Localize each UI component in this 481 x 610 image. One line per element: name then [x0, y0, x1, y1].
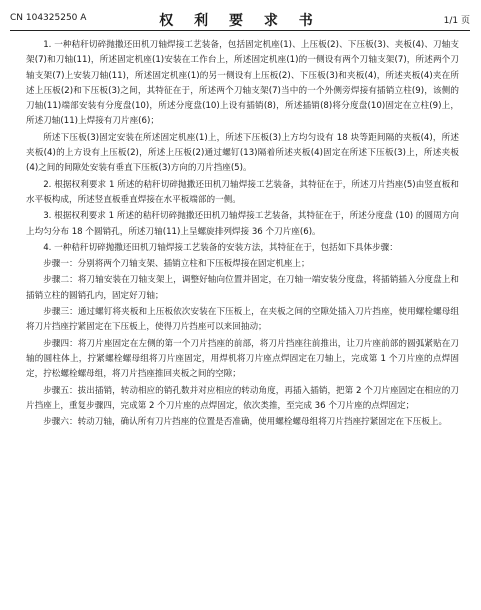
- claim-2: 2. 根据权利要求 1 所述的秸秆切碎抛撒还田机刀轴焊接工艺装备，其特征在于，所述刀片挡座(5)由竖直板和水平板构成，所述竖直板垂直焊接在水平板端部的一侧。: [26, 179, 459, 205]
- page-title: 权 利 要 求 书: [159, 13, 321, 29]
- document-number: CN 104325250 A: [10, 13, 87, 23]
- claim-4-step-2: 步骤二：将刀轴安装在刀轴支架上，调整好轴向位置并固定，在刀轴一端安装分度盘，将插销插入分度盘上和插销立柱的圆销孔内，固定好刀轴；: [26, 275, 459, 301]
- claims-body: [26, 38, 459, 431]
- claim-4: 4. 一种秸秆切碎抛撒还田机刀轴焊接工艺装备的安装方法，其特征在于，包括如下具体步骤：: [43, 242, 398, 253]
- page-number: 1/1 页: [443, 16, 470, 26]
- claim-4-step-6: 步骤六：转动刀轴，确认所有刀片挡座的位置是否准确，使用螺栓螺母组将刀片挡座拧紧固定在下压板上。: [43, 417, 448, 428]
- claim-3: 3. 根据权利要求 1 所述的秸秆切碎抛撒还田机刀轴焊接工艺装备，其特征在于，所述分度盘 (10) 的圆周方向上均匀分布 18 个圆销孔，所述刀轴(11)上呈螺旋排列焊接 36 个刀片座(6)。: [26, 211, 459, 237]
- claim-1: 1. 一种秸秆切碎抛撒还田机刀轴焊接工艺装备，包括固定机座(1)、上压板(2)、下压板(3)、夹板(4)、刀轴支架(7)和刀轴(11)，所述固定机座(1)安装在工作台上，所述固定机座(1)的一侧设有两个刀轴支架(7)，所述两个刀轴支架(7)上安装刀轴(11)，所述固定机座(1)的另一侧设有上压板(2)、下压板(3)和夹板(4)，所述夹板(4)夹在所述上压板(2)和下压板(3)之间，其特征在于，所述两个刀轴支架(7)当中的一个外侧旁焊接有插销立柱(9)，该侧的刀轴(11)端部安装有分度盘(10)，所述分度盘(10)上设有插销(8)，所述插销(8)将分度盘(10)固定在立柱(9)上，所述刀轴(11)上焊接有刀片座(6)；: [26, 40, 459, 127]
- claim-4-step-1: 步骤一：分别将两个刀轴支架、插销立柱和下压板焊接在固定机座上；: [43, 259, 310, 270]
- page-header: [10, 10, 470, 31]
- claim-4-step-5: 步骤五：拔出插销，转动相应的销孔数并对应相应的转动角度，再插入插销，把第 2 个刀片座固定在相应的刀片挡座上，重复步骤四，完成第 2 个刀片座的点焊固定，依次类推，至完成 36 个刀片座的点焊固定；: [26, 385, 459, 411]
- claim-1-continued: 所述下压板(3)固定安装在所述固定机座(1)上，所述下压板(3)上方均匀设有 18 块等距间隔的夹板(4)，所述夹板(4)的上方设有上压板(2)，所述上压板(2)通过螺钉(13)隔着所述夹板(4)固定在所述下压板(3)上，所述夹板(4)之间的间隙处安装有垂直下压板(3)方向的刀片挡座(5)。: [26, 132, 459, 174]
- claim-4-step-4: 步骤四：将刀片座固定在左侧的第一个刀片挡座的前部，将刀片挡座往前推出，让刀片座前部的圆弧紧贴在刀轴的圆柱体上，拧紧螺栓螺母组将刀片座固定，用焊机将刀片座点焊固定在刀轴上，完成第 1 个刀片座的点焊固定，拧松螺栓螺母组，将刀片挡座推回夹板之间的空隙；: [26, 338, 459, 380]
- claim-4-step-3: 步骤三：通过螺钉将夹板和上压板依次安装在下压板上，在夹板之间的空隙处插入刀片挡座，使用螺栓螺母组将刀片挡座拧紧固定在下压板上，使得刀片挡座可以来回抽动；: [26, 307, 459, 333]
